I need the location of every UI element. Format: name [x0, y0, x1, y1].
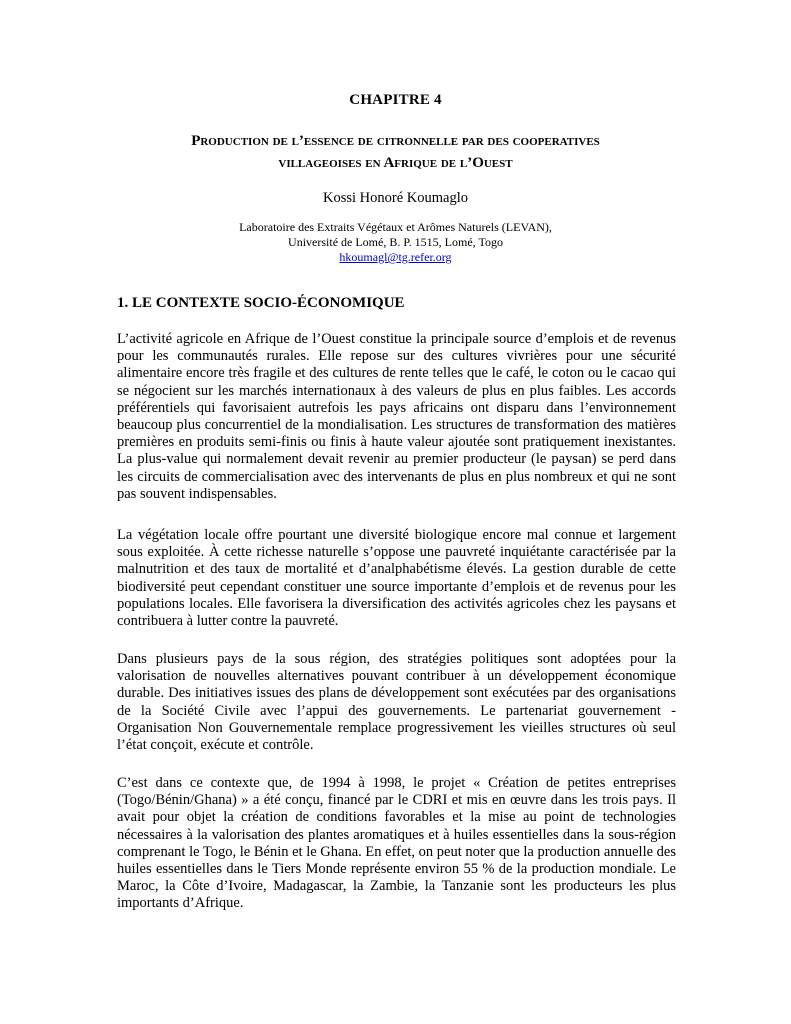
affiliation-line-2: Université de Lomé, B. P. 1515, Lomé, Togo [288, 235, 503, 249]
affiliation-line-1: Laboratoire des Extraits Végétaux et Arômes Naturels (LEVAN), [239, 220, 552, 234]
author-email-link[interactable]: hkoumagl@tg.refer.org [339, 250, 452, 264]
body-paragraph-2: La végétation locale offre pourtant une diversité biologique encore mal connue et largement sous exploitée. À cette richesse naturelle s’oppose une pauvreté inquiétante caractérisée par la malnutrition et des taux de mortalité et d’analphabétisme élevés. La gestion durable de cette biodiversité peut cependant constituer une source importante d’emplois et de revenus pour les populations locales. Elle favorisera la diversification des activités agricoles chez les paysans et contribuera à lutter contre la pauvreté. [117, 527, 676, 630]
affiliation [0, 220, 791, 265]
body-paragraph-1: L’activité agricole en Afrique de l’Ouest constitue la principale source d’emplois et de revenus pour les communautés rurales. Elle repose sur des cultures vivrières pour une sécurité alimentaire encore très fragile et des cultures de rente telles que le café, le coton ou le cacao qui se négocient sur les marchés internationaux à des valeurs de plus en plus faibles. Les accords préférentiels qui favorisaient autrefois les pays africains ont disparu dans l’environnement beaucoup plus concurrentiel de la mondialisation. Les structures de transformation des matières premières en produits semi-finis ou finis à haute valeur ajoutée sont pratiquement inexistantes. La plus-value qui normalement devait revenir au premier producteur (le paysan) se perd dans les circuits de commercialisation avec des intervenants de plus en plus nombreux et qui ne sont pas souvent indispensables. [117, 331, 676, 502]
chapter-title [100, 130, 691, 174]
body-paragraph-3: Dans plusieurs pays de la sous région, des stratégies politiques sont adoptées pour la valorisation de nouvelles alternatives pouvant contribuer à un développement économique durable. Des initiatives issues des plans de développement sont exécutées par des organisations de la Société Civile avec l’appui des gouvernements. Le partenariat gouvernement - Organisation Non Gouvernementale remplace progressivement les vieilles structures où seul l’état conçoit, exécute et contrôle. [117, 651, 676, 754]
chapter-heading: CHAPITRE 4 [349, 92, 442, 108]
body-paragraph-4: C’est dans ce contexte que, de 1994 à 1998, le projet « Création de petites entreprises (Togo/Bénin/Ghana) » a été conçu, financé par le CDRI et mis en œuvre dans les trois pays. Il avait pour objet la création de conditions favorables et la mise au point de technologies nécessaires à la valorisation des plantes aromatiques et à huiles essentielles dans la sous-région comprenant le Togo, le Bénin et le Ghana. En effet, on peut noter que la production annuelle des huiles essentielles dans le Tiers Monde représente environ 55 % de la production mondiale. Le Maroc, la Côte d’Ivoire, Madagascar, la Zambie, la Tanzanie sont les producteurs les plus importants d’Afrique. [117, 775, 676, 912]
section-heading: 1. LE CONTEXTE SOCIO-ÉCONOMIQUE [117, 295, 405, 311]
chapter-title-line-2: villageoises en Afrique de l’Ouest [278, 155, 513, 171]
chapter-title-line-1: Production de l’essence de citronnelle par des cooperatives [191, 133, 600, 149]
author-name: Kossi Honoré Koumaglo [323, 190, 468, 206]
